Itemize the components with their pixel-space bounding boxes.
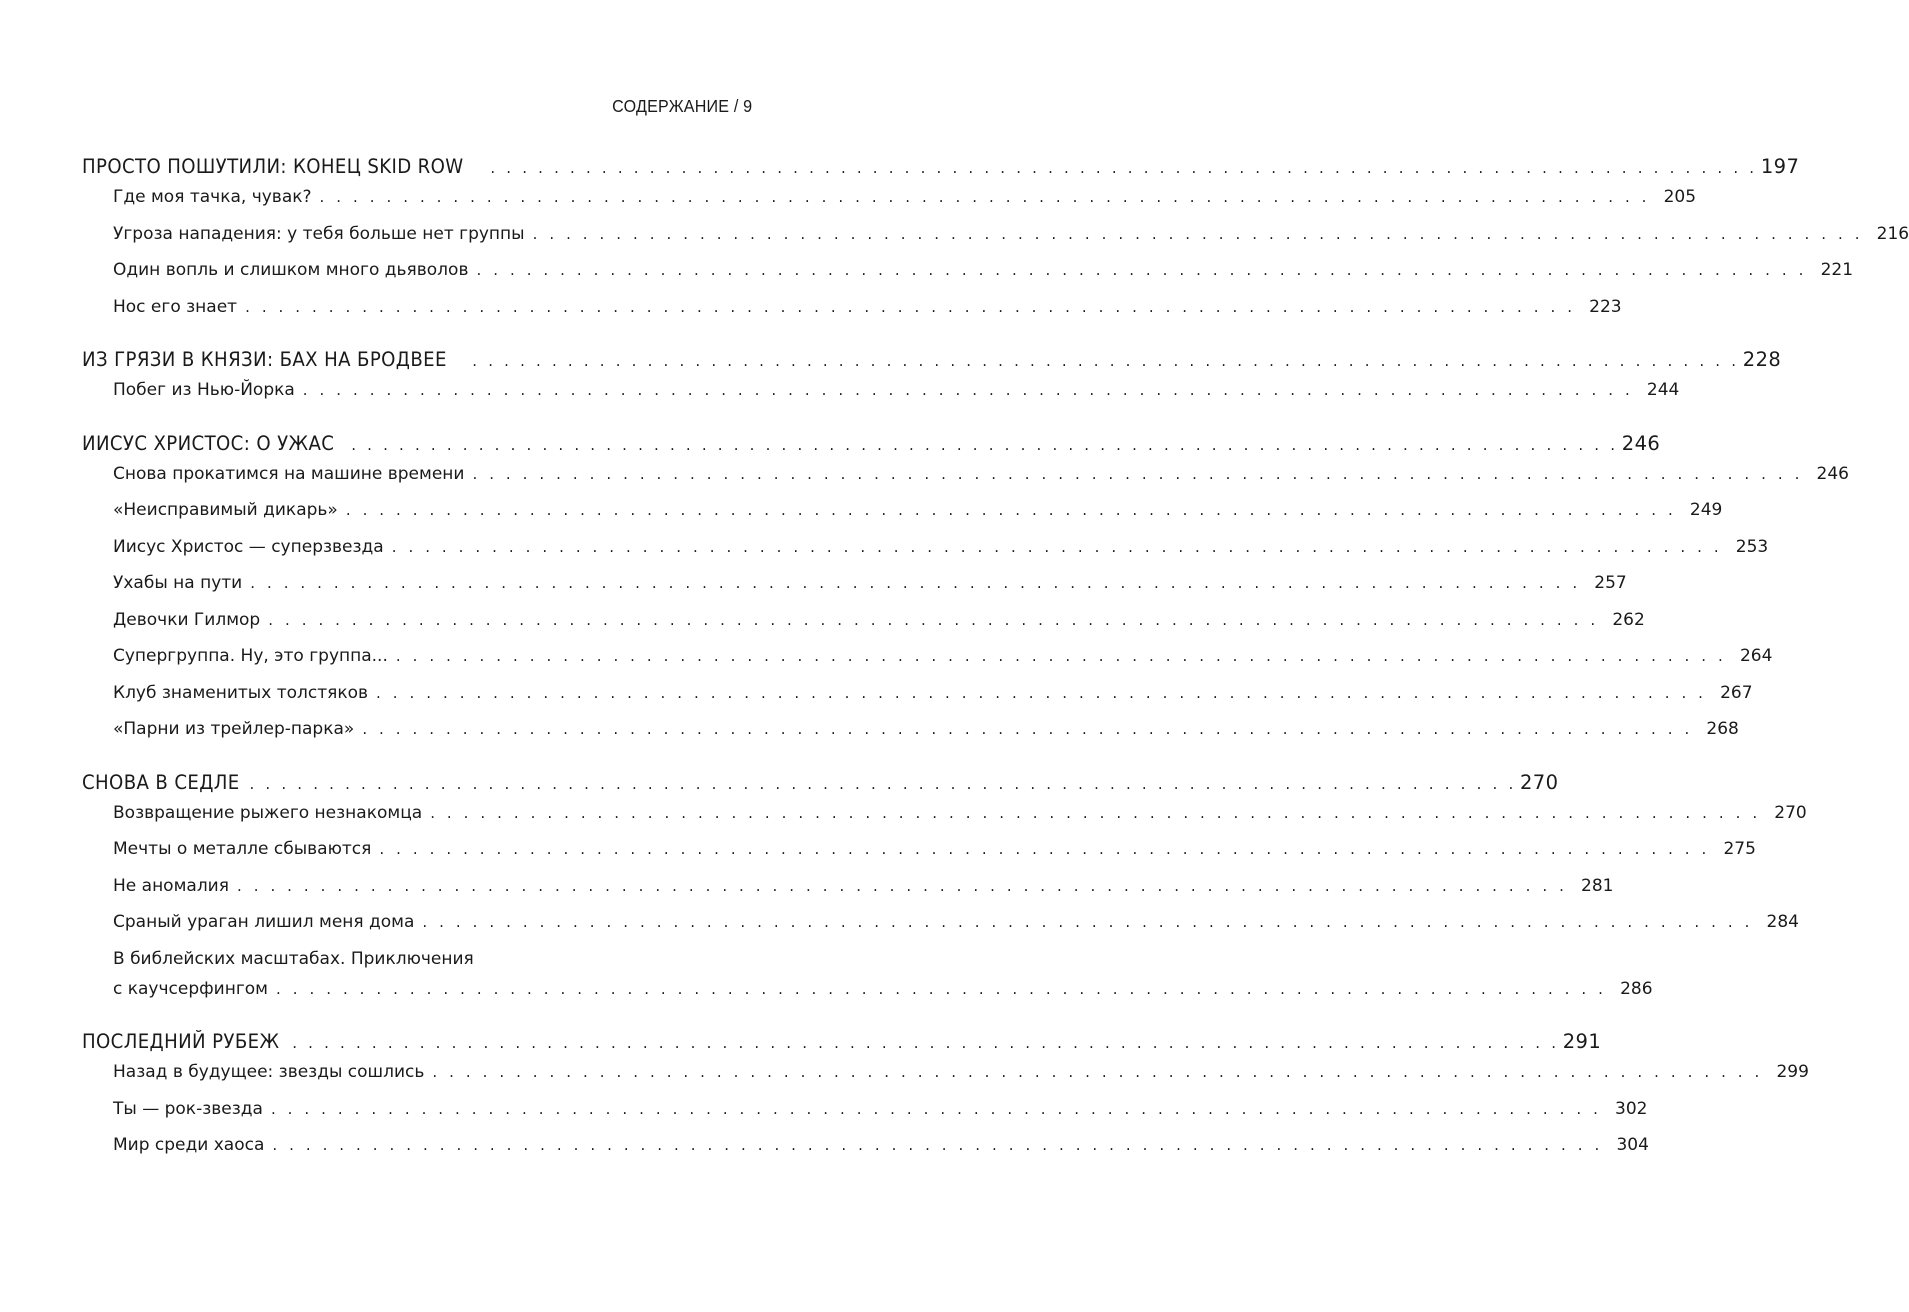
section-page-number: 268 [1706,719,1739,739]
dot-leader: . . . . . . . . . . . . . . . . . . . . . . . . . . . . . . . . . . . . . . . . . . . . . . . . . . . . . . . . . . . . . . . . . . . . . . . . . . . . . . . . [362,720,1693,738]
section-entry[interactable] [82,682,1753,719]
section-title: Снова прокатимся на машине времени [113,463,465,484]
dot-leader: . . . . . . . . . . . . . . . . . . . . . . . . . . . . . . . . . . . . . . . . . . . . . . . . . . . . . . . . . . . . . . . . . . . . . . . . . . . . . . . . [395,647,1727,665]
section-entry[interactable] [82,1061,1809,1098]
chapter-title: ИЗ ГРЯЗИ В КНЯЗИ: БАХ НА БРОДВЕЕ [82,348,447,371]
dot-leader: . . . . . . . . . . . . . . . . . . . . . . . . . . . . . . . . . . . . . . . . . . . . . . . . . . . . . . . . . . . . . . . . . . . . . . . . . . . . . . . . [490,159,1758,177]
section-title: Супергруппа. Ну, это группа... [113,646,388,666]
section-entry[interactable] [82,499,1723,536]
dot-leader: . . . . . . . . . . . . . . . . . . . . . . . . . . . . . . . . . . . . . . . . . . . . . . . . . . . . . . . . . . . . . . . . . . . . . . . . . . . . . . . . [319,188,1651,206]
section-title: Мир среди хаоса [113,1135,265,1155]
section-page-number: 246 [1816,463,1849,484]
section-title: Один вопль и слишком много дьяволов [113,260,469,280]
dot-leader: . . . . . . . . . . . . . . . . . . . . . . . . . . . . . . . . . . . . . . . . . . . . . . . . . . . . . . . . . . . . . . . . . . . . . . . . . . . . . . . . [432,1063,1763,1081]
section-page-number: 205 [1663,187,1697,207]
dot-leader: . . . . . . . . . . . . . . . . . . . . . . . . . . . . . . . . . . . . . . . . . . . . . . . . . . . . . . . . . . . . . . . . . . . . . . . . . . . . . . . . [250,574,1581,592]
section-entry[interactable] [82,296,1622,333]
section-page-number: 299 [1776,1062,1809,1082]
section-page-number: 244 [1646,380,1680,400]
dot-leader: . . . . . . . . . . . . . . . . . . . . . . . . . . . . . . . . . . . . . . . . . . . . . . . . . . . . . . . . . . . . . . . . . . . . . . . . . . . . . . . . [249,774,1517,793]
section-entry[interactable] [82,911,1799,948]
section-title: Нос его знает [113,296,238,317]
section-entry[interactable] [82,572,1627,609]
section-title: «Неисправимый дикарь» [113,500,338,520]
section-title: Где моя тачка, чувак? [113,187,312,207]
dot-leader: . . . . . . . . . . . . . . . . . . . . . . . . . . . . . . . . . . . . . . . . . . . . . . . . . . . . . . . . . . . . . . . . . . . . . . . . . . . . . . . . [302,381,1634,399]
section-entry[interactable] [82,1098,1648,1135]
section-entry[interactable] [82,186,1697,223]
dot-leader: . . . . . . . . . . . . . . . . . . . . . . . . . . . . . . . . . . . . . . . . . . . . . . . . . . . . . . . . . . . . . . . . . . . . . . . . . . . . . . . . [472,352,1740,370]
chapter-title: ПОСЛЕДНИЙ РУБЕЖ [82,1030,280,1053]
section-page-number: 270 [1774,802,1807,823]
section-title: Побег из Нью-Йорка [113,380,295,400]
chapter-title: ПРОСТО ПОШУТИЛИ: КОНЕЦ SKID ROW [82,155,464,178]
toc-chapter [82,431,1849,755]
section-page-number: 304 [1616,1135,1649,1155]
section-entry[interactable] [82,536,1769,573]
chapter-page-number: 246 [1621,431,1661,455]
section-entry[interactable] [82,463,1849,500]
section-title: Угроза нападения: у тебя больше нет группы [113,223,525,244]
dot-leader: . . . . . . . . . . . . . . . . . . . . . . . . . . . . . . . . . . . . . . . . . . . . . . . . . . . . . . . . . . . . . . . . . . . . . . . . . . . . . . . . [476,261,1808,279]
section-page-number: 262 [1612,609,1645,630]
section-title: Не аномалия [113,875,229,896]
chapter-page-number: 228 [1742,348,1782,371]
section-title: Сраный ураган лишил меня дома [113,912,415,932]
toc-chapter [82,770,1807,1015]
section-title: Ухабы на пути [113,573,243,593]
section-entry[interactable] [82,718,1739,755]
chapter-page-number: 197 [1760,155,1800,178]
section-title: Иисус Христос — суперзвезда [113,536,384,557]
dot-leader: . . . . . . . . . . . . . . . . . . . . . . . . . . . . . . . . . . . . . . . . . . . . . . . . . . . . . . . . . . . . . . . . . . . . . . . . . . . . . . . . [236,876,1568,895]
dot-leader: . . . . . . . . . . . . . . . . . . . . . . . . . . . . . . . . . . . . . . . . . . . . . . . . . . . . . . . . . . . . . . . . . . . . . . . . . . . . . . . . [430,803,1761,822]
section-page-number: 286 [1620,978,1653,999]
dot-leader: . . . . . . . . . . . . . . . . . . . . . . . . . . . . . . . . . . . . . . . . . . . . . . . . . . . . . . . . . . . . . . . . . . . . . . . . . . . . . . . . [472,464,1803,483]
section-title: Назад в будущее: звезды сошлись [113,1062,425,1082]
dot-leader: . . . . . . . . . . . . . . . . . . . . . . . . . . . . . . . . . . . . . . . . . . . . . . . . . . . . . . . . . . . . . . . . . . . . . . . . . . . . . . . . [268,610,1599,629]
section-entry[interactable] [82,838,1756,875]
section-entry[interactable] [82,1134,1649,1171]
section-entry[interactable] [82,875,1614,912]
section-page-number: 257 [1594,573,1627,593]
dot-leader: . . . . . . . . . . . . . . . . . . . . . . . . . . . . . . . . . . . . . . . . . . . . . . . . . . . . . . . . . . . . . . . . . . . . . . . . . . . . . . . . [276,979,1607,998]
section-title: Клуб знаменитых толстяков [113,682,369,703]
section-page-number: 216 [1876,223,1909,244]
dot-leader: . . . . . . . . . . . . . . . . . . . . . . . . . . . . . . . . . . . . . . . . . . . . . . . . . . . . . . . . . . . . . . . . . . . . . . . . . . . . . . . . [272,1136,1603,1154]
chapter-title: СНОВА В СЕДЛЕ [82,770,240,794]
toc-chapter [82,1030,1809,1171]
dot-leader: . . . . . . . . . . . . . . . . . . . . . . . . . . . . . . . . . . . . . . . . . . . . . . . . . . . . . . . . . . . . . . . . . . . . . . . . . . . . . . . . [345,501,1677,519]
chapter-page-number: 291 [1562,1030,1602,1053]
section-page-number: 275 [1723,839,1756,859]
section-entry[interactable] [82,645,1773,682]
section-title: Возвращение рыжего незнакомца [113,802,423,823]
section-page-number: 267 [1720,682,1753,703]
section-page-number: 302 [1615,1098,1648,1119]
dot-leader: . . . . . . . . . . . . . . . . . . . . . . . . . . . . . . . . . . . . . . . . . . . . . . . . . . . . . . . . . . . . . . . . . . . . . . . . . . . . . . . . [245,297,1576,316]
chapter-entry[interactable] [82,348,1782,379]
dot-leader: . . . . . . . . . . . . . . . . . . . . . . . . . . . . . . . . . . . . . . . . . . . . . . . . . . . . . . . . . . . . . . . . . . . . . . . . . . . . . . . . [376,683,1707,702]
dot-leader: . . . . . . . . . . . . . . . . . . . . . . . . . . . . . . . . . . . . . . . . . . . . . . . . . . . . . . . . . . . . . . . . . . . . . . . . . . . . . . . . [270,1099,1602,1118]
dot-leader: . . . . . . . . . . . . . . . . . . . . . . . . . . . . . . . . . . . . . . . . . . . . . . . . . . . . . . . . . . . . . . . . . . . . . . . . . . . . . . . . [292,1034,1560,1052]
running-head: СОДЕРЖАНИЕ / 9 [611,96,752,116]
chapter-entry[interactable] [82,155,1800,186]
chapter-entry[interactable] [82,1030,1602,1061]
section-entry[interactable] [82,802,1807,839]
section-entry[interactable] [82,223,1909,260]
dot-leader: . . . . . . . . . . . . . . . . . . . . . . . . . . . . . . . . . . . . . . . . . . . . . . . . . . . . . . . . . . . . . . . . . . . . . . . . . . . . . . . . [379,840,1710,858]
chapter-entry[interactable] [82,770,1559,802]
dot-leader: . . . . . . . . . . . . . . . . . . . . . . . . . . . . . . . . . . . . . . . . . . . . . . . . . . . . . . . . . . . . . . . . . . . . . . . . . . . . . . . . [391,537,1723,556]
section-page-number: 264 [1739,646,1773,666]
section-page-number: 281 [1581,875,1614,896]
section-entry[interactable] [82,948,1653,1015]
chapter-entry[interactable] [82,431,1661,463]
section-title: Мечты о металле сбываются [113,839,372,859]
dot-leader: . . . . . . . . . . . . . . . . . . . . . . . . . . . . . . . . . . . . . . . . . . . . . . . . . . . . . . . . . . . . . . . . . . . . . . . . . . . . . . . . [532,224,1864,243]
table-of-contents [82,155,1909,1188]
section-page-number: 223 [1589,296,1622,317]
chapter-title: ИИСУС ХРИСТОС: О УЖАС [82,431,335,455]
section-entry[interactable] [82,259,1854,296]
toc-chapter [82,155,1909,332]
section-page-number: 284 [1766,912,1799,932]
section-title: Девочки Гилмор [113,609,261,630]
section-entry[interactable] [82,379,1680,416]
section-page-number: 221 [1820,260,1854,280]
dot-leader: . . . . . . . . . . . . . . . . . . . . . . . . . . . . . . . . . . . . . . . . . . . . . . . . . . . . . . . . . . . . . . . . . . . . . . . . . . . . . . . . [422,913,1753,931]
toc-chapter [82,348,1782,416]
chapter-page-number: 270 [1520,770,1559,794]
section-page-number: 253 [1735,536,1769,557]
section-entry[interactable] [82,609,1645,646]
section-title: «Парни из трейлер-парка» [113,719,355,739]
dot-leader: . . . . . . . . . . . . . . . . . . . . . . . . . . . . . . . . . . . . . . . . . . . . . . . . . . . . . . . . . . . . . . . . . . . . . . . . . . . . . . . . [351,435,1619,454]
section-title: В библейских масштабах. Приключения [113,948,474,969]
section-title: Ты — рок-звезда [113,1098,263,1119]
section-title-continued: с каучсерфингом [113,978,268,999]
section-page-number: 249 [1689,500,1723,520]
